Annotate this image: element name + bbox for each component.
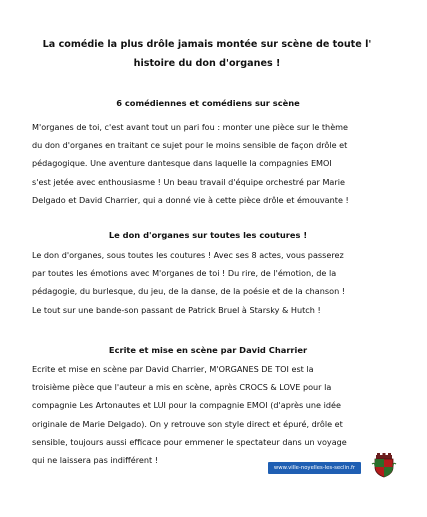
- section-paragraph-coutures: [32, 246, 384, 319]
- section-heading-comediens: 6 comédiennes et comédiens sur scène: [116, 98, 300, 108]
- paragraph-line: M'organes de toi, c'est avant tout un pari fou : monter une pièce sur le thème: [32, 122, 349, 132]
- section-paragraph-comediens: [32, 118, 384, 209]
- paragraph-line: pédagogique. Une aventure dantesque dans laquelle la compagnies EMOI: [32, 158, 332, 169]
- paragraph-line: du don d'organes en traitant ce sujet pour le moins sensible de façon drôle et: [32, 140, 348, 151]
- paragraph-line: Delgado et David Charrier, qui a donné vie à cette pièce drôle et émouvante !: [32, 194, 349, 205]
- section-heading-ecrite: Ecrite et mise en scène par David Charrier: [108, 345, 308, 355]
- paragraph-line: par toutes les émotions avec M'organes de toi ! Du rire, de l'émotion, de la: [32, 268, 337, 279]
- city-crest-icon: [371, 452, 397, 478]
- section-paragraph-ecrite: [32, 360, 384, 469]
- paragraph-line: pédagogie, du burlesque, du jeu, de la danse, de la poésie et de la chanson !: [32, 286, 346, 297]
- document-title: [34, 35, 380, 73]
- paragraph-line: qui ne laissera pas indifférent !: [32, 455, 158, 466]
- website-link[interactable]: www.ville-noyelles-les-seclin.fr: [268, 462, 361, 474]
- paragraph-line: sensible, toujours aussi efficace pour emmener le spectateur dans un voyage: [32, 436, 347, 447]
- paragraph-line: Le tout sur une bande-son passant de Patrick Bruel à Starsky & Hutch !: [32, 304, 321, 315]
- paragraph-line: compagnie Les Artonautes et LUI pour la compagnie EMOI (d'après une idée: [32, 400, 341, 411]
- paragraph-line: originale de Marie Delgado). On y retrouve son style direct et épuré, drôle et: [32, 418, 343, 429]
- paragraph-line: Ecrite et mise en scène par David Charrier, M'ORGANES DE TOI est la: [32, 364, 314, 374]
- title-line-2: histoire du don d'organes !: [133, 58, 281, 69]
- title-line-1: La comédie la plus drôle jamais montée sur scène de toute l': [42, 39, 372, 50]
- paragraph-line: s'est jetée avec enthousiasme ! Un beau travail d'équipe orchestré par Marie: [32, 176, 345, 187]
- paragraph-line: troisième pièce que l'auteur a mis en scène, après CROCS & LOVE pour la: [32, 382, 332, 393]
- paragraph-line: Le don d'organes, sous toutes les coutures ! Avec ses 8 actes, vous passerez: [32, 250, 344, 260]
- section-heading-coutures: Le don d'organes sur toutes les coutures !: [108, 230, 308, 240]
